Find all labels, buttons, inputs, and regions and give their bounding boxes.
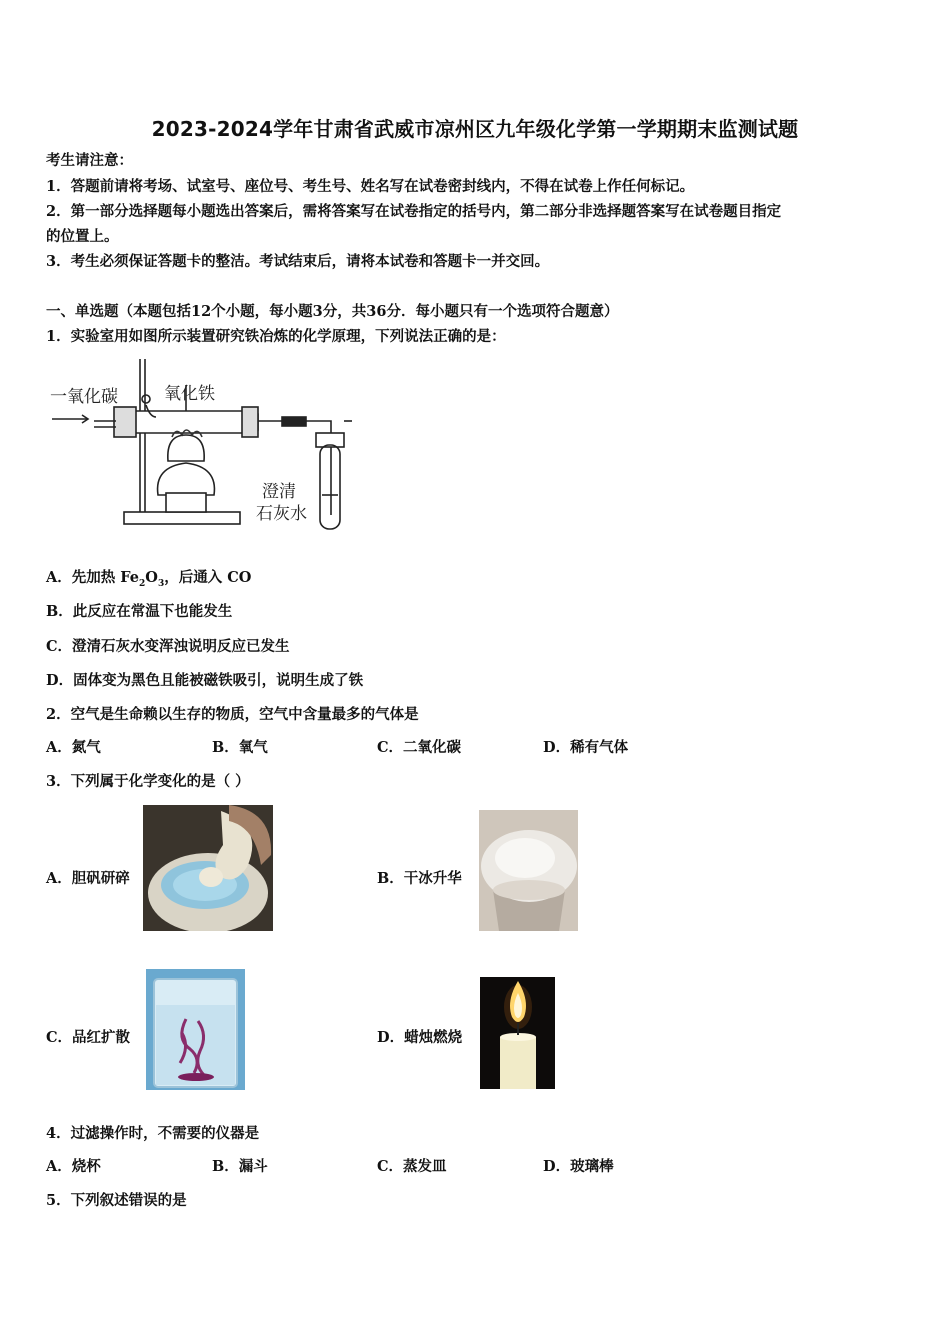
- label-fe2o3: 氧化铁: [164, 384, 215, 404]
- q1-option-b: B．此反应在常温下也能发生: [46, 603, 233, 620]
- question-2-stem: 2．空气是生命赖以生存的物质，空气中含量最多的气体是: [46, 706, 419, 723]
- q1-option-c: C．澄清石灰水变浑浊说明反应已发生: [46, 638, 290, 655]
- section-heading: 一、单选题（本题包括12个小题，每小题3分，共36分．每小题只有一个选项符合题意）: [46, 303, 619, 320]
- q2-option-c: C．二氧化碳: [377, 739, 462, 756]
- burning-candle-photo: [480, 977, 555, 1089]
- q3-option-d: D．蜡烛燃烧: [377, 1029, 463, 1046]
- q4-option-a: A．烧杯: [46, 1158, 101, 1175]
- question-4-stem: 4．过滤操作时，不需要的仪器是: [46, 1125, 260, 1142]
- q1-option-a: A．先加热 $Fe_2O_3$，后通入 CO: [46, 569, 252, 589]
- question-3-stem: 3．下列属于化学变化的是（ ）: [46, 773, 250, 790]
- notice-item: 1．答题前请将考场、试室号、座位号、考生号、姓名写在试卷密封线内，不得在试卷上作任何标记。: [46, 178, 695, 195]
- grinding-mortar-photo: [143, 805, 273, 931]
- notice-item: 2．第一部分选择题每小题选出答案后，需将答案写在试卷指定的括号内，第二部分非选择题答案写在试卷题目指定: [46, 203, 782, 220]
- dye-diffusion-photo: [146, 969, 245, 1090]
- notice-item: 3．考生必须保证答题卡的整洁。考试结束后，请将本试卷和答题卡一并交回。: [46, 253, 550, 270]
- question-1-stem: 1．实验室用如图所示装置研究铁冶炼的化学原理，下列说法正确的是：: [46, 328, 506, 345]
- dry-ice-sublimation-photo: [479, 810, 578, 931]
- q3-option-a: A．胆矾研碎: [46, 870, 130, 887]
- q4-option-c: C．蒸发皿: [377, 1158, 447, 1175]
- label-co: 一氧化碳: [50, 387, 118, 407]
- q4-option-b: B．漏斗: [212, 1158, 268, 1175]
- q4-option-d: D．玻璃棒: [543, 1158, 614, 1175]
- label-limewater-1: 澄清: [262, 482, 296, 502]
- q1-option-d: D．固体变为黑色且能被磁铁吸引，说明生成了铁: [46, 672, 364, 689]
- question-5-stem: 5．下列叙述错误的是: [46, 1192, 187, 1209]
- notice-item: 的位置上。: [46, 228, 119, 245]
- q3-option-b: B．干冰升华: [377, 870, 462, 887]
- q2-option-a: A．氮气: [46, 739, 101, 756]
- page-title: 2023-2024学年甘肃省武威市凉州区九年级化学第一学期期末监测试题: [151, 117, 799, 141]
- iron-smelting-apparatus-diagram: [46, 355, 356, 535]
- label-limewater-2: 石灰水: [256, 504, 307, 524]
- q2-option-b: B．氧气: [212, 739, 268, 756]
- q3-option-c: C．品红扩散: [46, 1029, 131, 1046]
- notice-heading: 考生请注意：: [46, 152, 133, 169]
- q2-option-d: D．稀有气体: [543, 739, 629, 756]
